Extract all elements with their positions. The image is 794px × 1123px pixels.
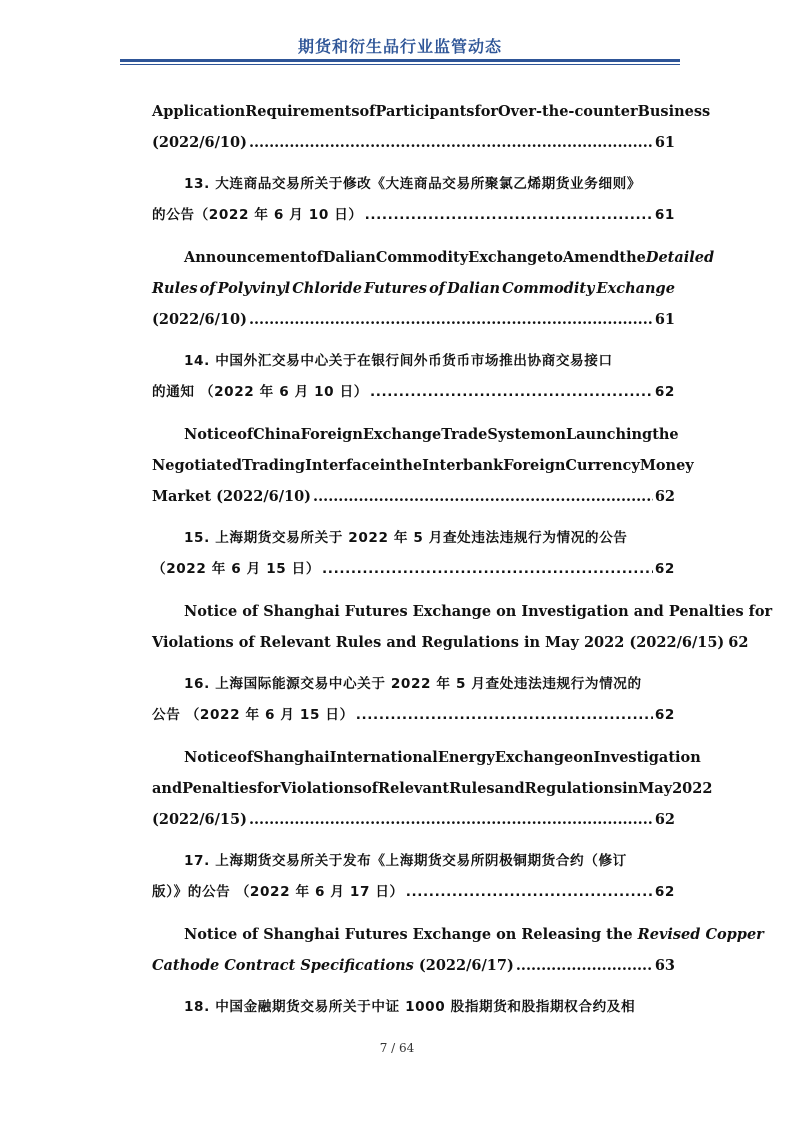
toc-page-number: 62	[654, 561, 675, 577]
header-rule-thick	[120, 59, 680, 62]
toc-line	[152, 669, 675, 700]
dot-leader	[370, 377, 653, 408]
dot-leader	[406, 877, 653, 908]
toc-line	[152, 242, 715, 273]
toc-entry[interactable]	[152, 669, 675, 731]
toc-word-italic: Detailed	[645, 249, 715, 266]
toc-word: Interface	[305, 457, 380, 474]
toc-word: Rules	[449, 780, 495, 797]
toc-text: 公告 （2022 年 6 月 15 日）	[152, 707, 354, 723]
dot-leader	[249, 127, 653, 158]
toc-word: the	[619, 249, 646, 266]
dot-leader	[313, 481, 653, 512]
toc-text: 的公告（2022 年 6 月 10 日）	[152, 207, 363, 223]
page-number-footer: 7 / 64	[379, 1041, 415, 1055]
dot-leader	[356, 700, 653, 731]
toc-word: in	[379, 457, 396, 474]
toc-page-number: 61	[654, 207, 675, 223]
toc-entry[interactable]	[152, 919, 764, 981]
toc-entry[interactable]	[152, 96, 711, 158]
toc-entry[interactable]	[152, 419, 694, 512]
toc-word: Announcement	[184, 249, 307, 266]
toc-word: Exchange	[468, 249, 547, 266]
toc-word: Energy	[437, 749, 495, 766]
toc-entry[interactable]	[152, 846, 675, 908]
toc-entry[interactable]	[152, 992, 675, 1023]
toc-page-number: 62	[654, 707, 675, 723]
toc-page-number: 62	[654, 384, 675, 400]
toc-entry[interactable]	[152, 523, 675, 585]
toc-word: of	[359, 103, 376, 120]
toc-line	[152, 450, 694, 481]
toc-word: Trade	[441, 426, 488, 443]
toc-word: Currency	[565, 457, 640, 474]
toc-entry[interactable]	[152, 242, 715, 335]
toc-text: (2022/6/17)	[413, 957, 514, 974]
toc-word: the	[395, 457, 423, 474]
toc-word: Interbank	[422, 457, 504, 474]
toc-text: (2022/6/15)	[152, 811, 247, 828]
toc-line	[152, 950, 675, 981]
running-header: 期货和衍生品行业监管动态	[297, 37, 502, 56]
toc-word: Exchange	[494, 749, 574, 766]
toc-line	[152, 346, 675, 377]
toc-word: Relevant	[378, 780, 450, 797]
toc-word: Exchange	[362, 426, 442, 443]
dot-leader	[249, 804, 653, 835]
toc-line	[152, 596, 773, 627]
toc-word: Participants	[375, 103, 475, 120]
toc-word: for	[256, 780, 281, 797]
toc-entry[interactable]	[152, 346, 675, 408]
toc-word: 2022	[672, 780, 713, 797]
toc-line	[152, 273, 675, 304]
toc-word: Negotiated	[152, 457, 242, 474]
toc-line	[152, 773, 713, 804]
toc-text: 版）》的公告 （2022 年 6 月 17 日）	[152, 884, 404, 900]
toc-word-italic: Rules	[152, 280, 198, 297]
toc-word: to	[546, 249, 563, 266]
toc-page-number: 61	[654, 134, 675, 151]
toc-word-italic: Polyvinyl	[217, 280, 291, 297]
toc-line	[152, 127, 675, 158]
toc-word: Business	[637, 103, 711, 120]
toc-word: International	[329, 749, 438, 766]
toc-entry[interactable]	[152, 742, 713, 835]
toc-word: of	[237, 749, 254, 766]
toc-word: of	[237, 426, 254, 443]
toc-line	[152, 377, 675, 408]
toc-word-italic: Commodity	[502, 280, 595, 297]
toc-word: Amend	[562, 249, 620, 266]
toc-word: Launching	[565, 426, 653, 443]
dot-leader	[516, 950, 653, 981]
toc-entry[interactable]	[152, 169, 675, 231]
toc-text: 17. 上海期货交易所关于发布《上海期货交易所阴极铜期货合约（修订	[184, 853, 627, 869]
toc-word: Penalties	[182, 780, 257, 797]
toc-word: Application	[152, 103, 246, 120]
toc-word-italic: Exchange	[596, 280, 675, 297]
toc-word: Over-the-counter	[498, 103, 638, 120]
toc-text: Notice of Shanghai Futures Exchange on Releasing the	[184, 926, 638, 943]
toc-word: Requirements	[245, 103, 360, 120]
dot-leader	[322, 554, 653, 585]
toc-line	[152, 169, 675, 200]
toc-line	[152, 200, 675, 231]
toc-text: 16. 上海国际能源交易中心关于 2022 年 5 月查处违法违规行为情况的	[184, 676, 642, 692]
dot-leader	[249, 304, 653, 335]
toc-line	[152, 419, 679, 450]
header-rule-thin	[120, 64, 680, 65]
toc-text: 14. 中国外汇交易中心关于在银行间外币货币市场推出协商交易接口	[184, 353, 613, 369]
toc-text: (2022/6/10)	[152, 311, 247, 328]
toc-page-number: 62	[654, 488, 675, 505]
toc-word: Trading	[241, 457, 306, 474]
dot-leader	[365, 200, 653, 231]
toc-text: 15. 上海期货交易所关于 2022 年 5 月查处违法违规行为情况的公告	[184, 530, 628, 546]
toc-text: Notice of Shanghai Futures Exchange on Investigation and Penalties for	[184, 603, 773, 620]
toc-word: on	[573, 749, 594, 766]
table-of-contents	[152, 96, 773, 1034]
toc-page-number: 63	[654, 957, 675, 974]
toc-line	[152, 846, 675, 877]
toc-text: （2022 年 6 月 15 日）	[152, 561, 321, 577]
toc-line	[152, 554, 675, 585]
toc-word-italic: Dalian	[447, 280, 501, 297]
toc-word: Money	[639, 457, 694, 474]
toc-word-italic: Futures	[364, 280, 427, 297]
toc-page-number: 62	[654, 884, 675, 900]
toc-word: the	[652, 426, 679, 443]
toc-word: Notice	[184, 426, 238, 443]
toc-word: May	[638, 780, 673, 797]
toc-line	[152, 523, 675, 554]
toc-line	[152, 700, 675, 731]
toc-line	[152, 742, 701, 773]
toc-word: Notice	[184, 749, 238, 766]
toc-text: 的通知 （2022 年 6 月 10 日）	[152, 384, 368, 400]
toc-word: Regulations	[524, 780, 623, 797]
toc-word: Shanghai	[253, 749, 330, 766]
toc-text: 18. 中国金融期货交易所关于中证 1000 股指期货和股指期权合约及相	[184, 999, 636, 1015]
toc-text-italic: Cathode Contract Specifications	[152, 957, 414, 974]
toc-line	[152, 919, 764, 950]
toc-text: 13. 大连商品交易所关于修改《大连商品交易所聚氯乙烯期货业务细则》	[184, 176, 642, 192]
toc-word: and	[152, 780, 183, 797]
toc-line	[152, 96, 711, 127]
toc-page-number: 62	[728, 634, 749, 651]
toc-line	[152, 804, 675, 835]
toc-word: China	[253, 426, 301, 443]
toc-text: Market (2022/6/10)	[152, 488, 312, 505]
toc-line	[152, 304, 675, 335]
toc-page-number: 61	[654, 311, 675, 328]
toc-word: Commodity	[375, 249, 469, 266]
toc-word: Violations	[280, 780, 363, 797]
toc-word: of	[362, 780, 379, 797]
toc-line	[152, 627, 749, 658]
toc-word: Foreign	[300, 426, 363, 443]
toc-word: Dalian	[322, 249, 376, 266]
toc-text: Violations of Relevant Rules and Regulations in May 2022 (2022/6/15)	[152, 634, 725, 651]
toc-text-italic: Revised Copper	[637, 926, 764, 943]
toc-word: of	[306, 249, 323, 266]
toc-word-italic: of	[429, 280, 445, 297]
toc-word: Foreign	[503, 457, 566, 474]
toc-word-italic: of	[199, 280, 216, 297]
toc-word: Investigation	[593, 749, 701, 766]
toc-word: System	[487, 426, 546, 443]
toc-word-italic: Chloride	[292, 280, 363, 297]
toc-entry[interactable]	[152, 596, 773, 658]
toc-line	[152, 481, 675, 512]
toc-page-number: 62	[654, 811, 675, 828]
toc-word: for	[474, 103, 499, 120]
toc-word: and	[494, 780, 525, 797]
toc-line	[152, 992, 675, 1023]
toc-word: in	[622, 780, 639, 797]
toc-line	[152, 877, 675, 908]
toc-text: (2022/6/10)	[152, 134, 247, 151]
toc-word: on	[545, 426, 566, 443]
